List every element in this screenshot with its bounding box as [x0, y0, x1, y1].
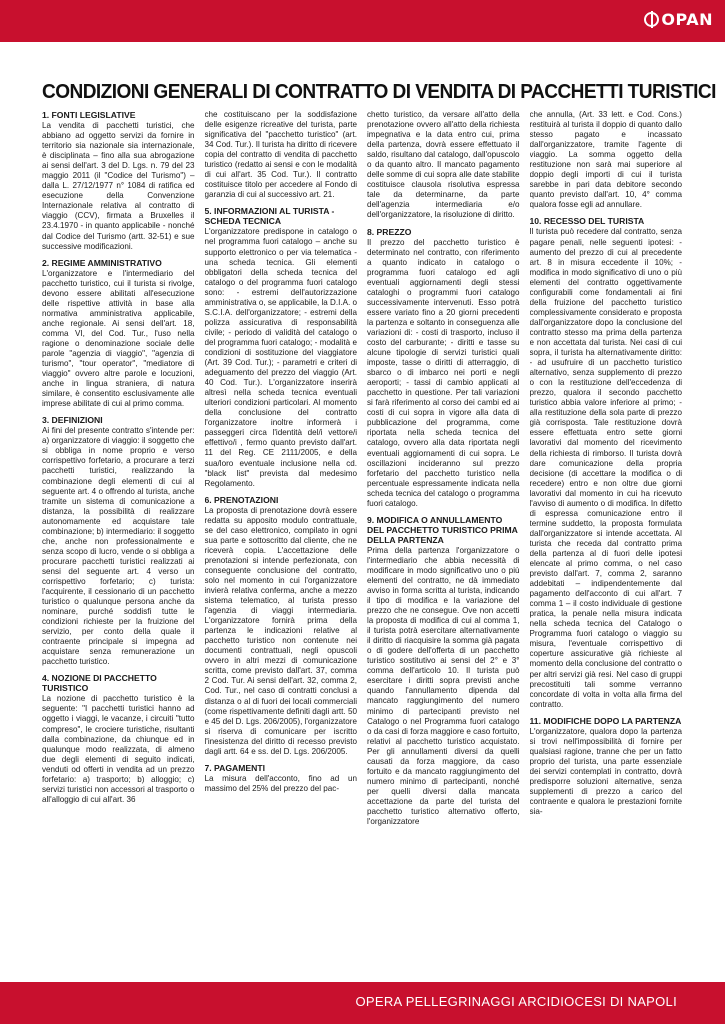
section-text: chetto turistico, da versare all'atto della prenotazione ovvero all'atto della richiesta impegnativa e la data entro cui, prima della partenza, dovrà essere effettuato il saldo, risultano dal catalogo, dall'opuscolo o da quanto altro. Il mancato pagamento delle somme di cui sopra alle date stabilite costituisce clausola risolutiva espressa tale da determinarne, da parte dell'agenzia intermediaria e/o dell'organizzatore, la risoluzione di diritto.	[367, 110, 520, 220]
logo-mark-icon	[644, 12, 659, 27]
section-heading: 10. RECESSO DEL TURISTA	[529, 216, 645, 227]
section-heading: 5. INFORMAZIONI AL TURISTA - SCHEDA TECNICA	[204, 206, 335, 227]
section-heading: 1. FONTI LEGISLATIVE	[42, 110, 136, 120]
section-heading: 2. REGIME AMMINISTRATIVO	[42, 257, 162, 268]
column-1	[42, 110, 195, 990]
section-text: L'organizzatore predispone in catalogo o nel programma fuori catalogo – anche su supporto elettronico o per via telematica - una scheda tecnica. Gli elementi obbligatori della scheda tecnica del catalogo o del programma fuori catalogo sono: - estremi dell'autorizzazione amministrativa o, se applicabile, la D.I.A. o S.C.I.A. dell'organizzatore; - estremi della polizza assicurativa di responsabilità civile; - periodo di validità del catalogo o del programma fuori catalogo; - modalità e condizioni di sostituzione del viaggiatore (Art. 39 Cod. Tur.); - parametri e criteri di adeguamento del prezzo del viaggio (Art. 40 Cod. Tur.). L'organizzatore inserirà altresì nella scheda tecnica eventuali ulteriori condizioni particolari. Al momento della conclusione del contratto l'organizzatore inoltre informerà i passeggeri circa l'identità del/i vettore/i effettivo/i , fermo quanto previsto dall'art. 11 del Reg. CE 2111/2005, e della sua/loro eventuale inclusione nella cd. "black list" prevista dal medesimo Regolamento.	[204, 227, 357, 488]
column-3	[367, 110, 520, 990]
section-text: Ai fini del presente contratto s'intende per: a) organizzatore di viaggio: il soggetto che si obbliga in nome proprio e verso corrispettivo forfetario, a procurare a terzi pacchetti turistici, realizzando la combinazione degli elementi di cui al seguente art. 4 o offrendo al turista, anche tramite un sistema di comunicazione a distanza, la possibilità di realizzare autonomamente ed acquistare tale combinazione; b) intermediario: il soggetto che, anche non professionalmente e senza scopo di lucro, vende o si obbliga a procurare pacchetti turistici realizzati ai sensi del seguente art. 4 verso un corrispettivo forfetario; c) turista: l'acquirente, il cessionario di un pacchetto turistico o qualunque persona anche da nominare, purché soddisfi tutte le condizioni richieste per la fruizione del servizio, per conto della quale il contraente principale si impegna ad acquistare senza remunerazione un pacchetto turistico.	[42, 426, 195, 667]
section-text: L'organizzatore e l'intermediario del pacchetto turistico, cui il turista si rivolge, devono essere abilitati all'esecuzione delle rispettive attività in base alla normativa amministrativa applicabile, anche regionale. Ai sensi dell'art. 18, comma VI, del Cod. Tur., l'uso nella ragione o denominazione sociale delle parole "agenzia di viaggio", "agenzia di turismo", "tour operator", "mediatore di viaggio" ovvero altre parole e locuzioni, anche in lingua straniera, di natura similare, è consentito esclusivamente alle imprese abilitate di cui al primo comma.	[42, 268, 195, 409]
section-text: La nozione di pacchetto turistico è la seguente: "I pacchetti turistici hanno ad oggetto i viaggi, le vacanze, i circuiti "tutto compreso", le crociere turistiche, risultanti dalla combinazione, da chiunque ed in qualunque modo realizzata, di almeno due degli elementi di seguito indicati, venduti od offerti in vendita ad un prezzo forfetario: a) trasporto; b) alloggio; c) servizi turistici non accessori al trasporto o all'alloggio di cui all'art. 36	[42, 694, 195, 804]
section-heading: 7. PAGAMENTI	[204, 762, 265, 773]
column-4	[530, 110, 683, 990]
section-text: Il turista può recedere dal contratto, senza pagare penali, nelle seguenti ipotesi: - aumento del prezzo di cui al precedente art. 8 in misura eccedente il 10%; - modifica in modo significativo di uno o più elementi del contratto oggettivamente configurabili come fondamentali ai fini della fruizione del pacchetto turistico complessivamente considerato e proposta dall'organizzatore dopo la conclusione del contratto stesso ma prima della partenza e non accettata dal turista. Nei casi di cui sopra, il turista ha alternativamente diritto: - ad usufruire di un pacchetto turistico alternativo, senza supplemento di prezzo o con la restituzione dell'eccedenza di prezzo, qualora il secondo pacchetto turistico abbia valore inferiore al primo; - alla restituzione della sola parte di prezzo già corrisposta. Tale restituzione dovrà essere effettuata entro sette giorni lavorativi dal momento del ricevimento della richiesta di rimborso. Il turista dovrà dare comunicazione della propria decisione (di accettare la modifica o di recedere) entro e non oltre due giorni lavorativi dal momento in cui ha ricevuto l'avviso di aumento o di modifica. In difetto di espressa comunicazione entro il termine suddetto, la proposta formulata dall'organizzatore si intende accettata. Al turista che receda dal contratto prima della partenza al di fuori delle ipotesi elencate al primo comma, o nel caso previsto dall'art. 7, comma 2, saranno addebitati – indipendentemente dal pagamento dell'acconto di cui all'art. 7 comma 1 – il costo individuale di gestione pratica, la penale nella misura indicata nella scheda tecnica del Catalogo o Programma fuori catalogo o viaggio su misura, l'eventuale corrispettivo di coperture assicurative già richieste al momento della conclusione del contratto o per altri servizi già resi. Nel caso di gruppi precostituiti tali somme verranno concordate di volta in volta alla firma del contratto.	[529, 227, 682, 709]
section-text: L'organizzatore, qualora dopo la partenza si trovi nell'impossibilità di fornire per qualsiasi ragione, tranne che per un fatto proprio del turista, una parte essenziale dei servizi contemplati in contratto, dovrà predisporre soluzioni alternative, senza supplementi di prezzo a carico del contraente e qualora le prestazioni fornite sia-	[529, 726, 682, 817]
logo-text: OPAN	[661, 10, 713, 29]
footer-bar	[0, 982, 725, 1024]
section-text: La vendita di pacchetti turistici, che abbiano ad oggetto servizi da fornire in territorio sia nazionale sia internazionale, è disciplinata – fino alla sua abrogazione ai sensi dell'art. 3 del D. Lgs. n. 79 del 23 maggio 2011 (il "Codice del Turismo") – dalla L. 27/12/1977 n° 1084 di ratifica ed esecuzione della Convenzione Internazionale relativa al contratto di viaggio (CCV), firmata a Bruxelles il 23.4.1970 - in quanto applicabile - nonché dal Codice del Turismo (artt. 32-51) e sue successive modificazioni.	[42, 121, 195, 251]
logo	[644, 10, 713, 29]
section-heading: 9. MODIFICA O ANNULLAMENTO DEL PACCHETTO TURISTICO PRIMA DELLA PARTENZA	[367, 514, 518, 545]
section-text: La misura dell'acconto, fino ad un massimo del 25% del prezzo del pac-	[204, 773, 357, 793]
section-heading: 3. DEFINIZIONI	[42, 415, 103, 426]
header-bar	[0, 0, 725, 42]
document-body	[42, 110, 682, 990]
section-text: Il prezzo del pacchetto turistico è determinato nel contratto, con riferimento a quanto indicato in catalogo o programma fuori catalogo ed agli eventuali aggiornamenti degli stessi cataloghi o programmi fuori catalogo successivamente intervenuti. Esso potrà essere variato fino a 20 giorni precedenti la partenza e soltanto in conseguenza alle variazioni di: - costi di trasporto, incluso il costo del carburante; - diritti e tasse su alcune tipologie di servizi turistici quali imposte, tasse o diritti di atterraggio, di sbarco o di imbarco nei porti e negli aeroporti; - tassi di cambio applicati al pacchetto in questione. Per tali variazioni si farà riferimento al corso dei cambi ed ai costi di cui sopra in vigore alla data di pubblicazione del programma, come riportata nella scheda tecnica del catalogo, ovvero alla data riportata negli eventuali aggiornamenti di cui sopra. Le oscillazioni incideranno sul prezzo forfetario del pacchetto turistico nella percentuale espressamente indicata nella scheda tecnica del catalogo o programma fuori catalogo.	[367, 237, 520, 508]
section-text: che annulla, (Art. 33 lett. e Cod. Cons.) restituirà al turista il doppio di quanto dallo stesso pagato e incassato dall'organizzatore, tramite l'agente di viaggio. La somma oggetto della restituzione non sarà mai superiore al doppio degli importi di cui il turista sarebbe in pari data debitore secondo quanto previsto dall'art. 10, 4° comma qualora fosse egli ad annullare.	[529, 110, 682, 210]
footer-text: OPERA PELLEGRINAGGI ARCIDIOCESI DI NAPOLI	[355, 994, 677, 1009]
document-title: CONDIZIONI GENERALI DI CONTRATTO DI VENDITA DI PACCHETTI TURISTICI	[42, 80, 716, 103]
section-text: che costituiscano per la soddisfazione delle esigenze ricreative del turista, parte significativa del "pacchetto turistico" (art. 34 Cod. Tur.). Il turista ha diritto di ricevere copia del contratto di vendita di pacchetto turistico (redatto ai sensi e con le modalità di cui all'art. 35 Cod. Tur.). Il contratto costituisce titolo per accedere al Fondo di garanzia di cui al successivo art. 21.	[204, 110, 357, 200]
section-heading: 11. MODIFICHE DOPO LA PARTENZA	[529, 715, 682, 726]
section-heading: 6. PRENOTAZIONI	[204, 494, 279, 505]
section-text: La proposta di prenotazione dovrà essere redatta su apposito modulo contrattuale, se del caso elettronico, compilato in ogni sua parte e sottoscritto dal cliente, che ne riceverà copia. L'accettazione delle prenotazioni si intende perfezionata, con conseguente conclusione del contratto, solo nel momento in cui l'organizzatore invierà relativa conferma, anche a mezzo sistema telematico, al turista presso l'agenzia di viaggi intermediaria. L'organizzatore fornirà prima della partenza le indicazioni relative al pacchetto turistico non contenute nei documenti contrattuali, negli opuscoli ovvero in altri mezzi di comunicazione scritta, come previsto dall'art. 37, comma 2 Cod. Tur. Ai sensi dell'art. 32, comma 2, Cod. Tur., nel caso di contratti conclusi a distanza o al di fuori dei locali commerciali (come rispettivamente definiti dagli artt. 50 e 45 del D. Lgs. 206/2005), l'organizzatore si riserva di comunicare per iscritto l'inesistenza del diritto di recesso previsto dagli artt. 64 e ss. del D. Lgs. 206/2005.	[204, 505, 357, 756]
section-text: Prima della partenza l'organizzatore o l'intermediario che abbia necessità di modificare in modo significativo uno o più elementi del contratto, ne dà immediato avviso in forma scritta al turista, indicando il tipo di modifica e la variazione del prezzo che ne consegue. Ove non accetti la proposta di modifica di cui al comma 1, il turista potrà esercitare alternativamente il diritto di riacquisire la somma già pagata o di godere dell'offerta di un pacchetto turistico sostitutivo ai sensi del 2° e 3° comma dell'articolo 10. Il turista può esercitare i diritti sopra previsti anche quando l'annullamento dipenda dal mancato raggiungimento del numero minimo di partecipanti previsto nel Catalogo o nel Programma fuori catalogo o da casi di forza maggiore e caso fortuito, relativi al pacchetto turistico acquistato. Per gli annullamenti diversi da quelli causati da forza maggiore, da caso fortuito e da mancato raggiungimento del numero minimo di partecipanti, nonché per quelli diversi dalla mancata accettazione da parte del turista del pacchetto turistico alternativo offerto, l'organizzatore	[367, 545, 520, 827]
column-2	[205, 110, 358, 990]
section-heading: 8. PREZZO	[367, 226, 412, 237]
section-heading: 4. NOZIONE DI PACCHETTO TURISTICO	[42, 673, 157, 694]
